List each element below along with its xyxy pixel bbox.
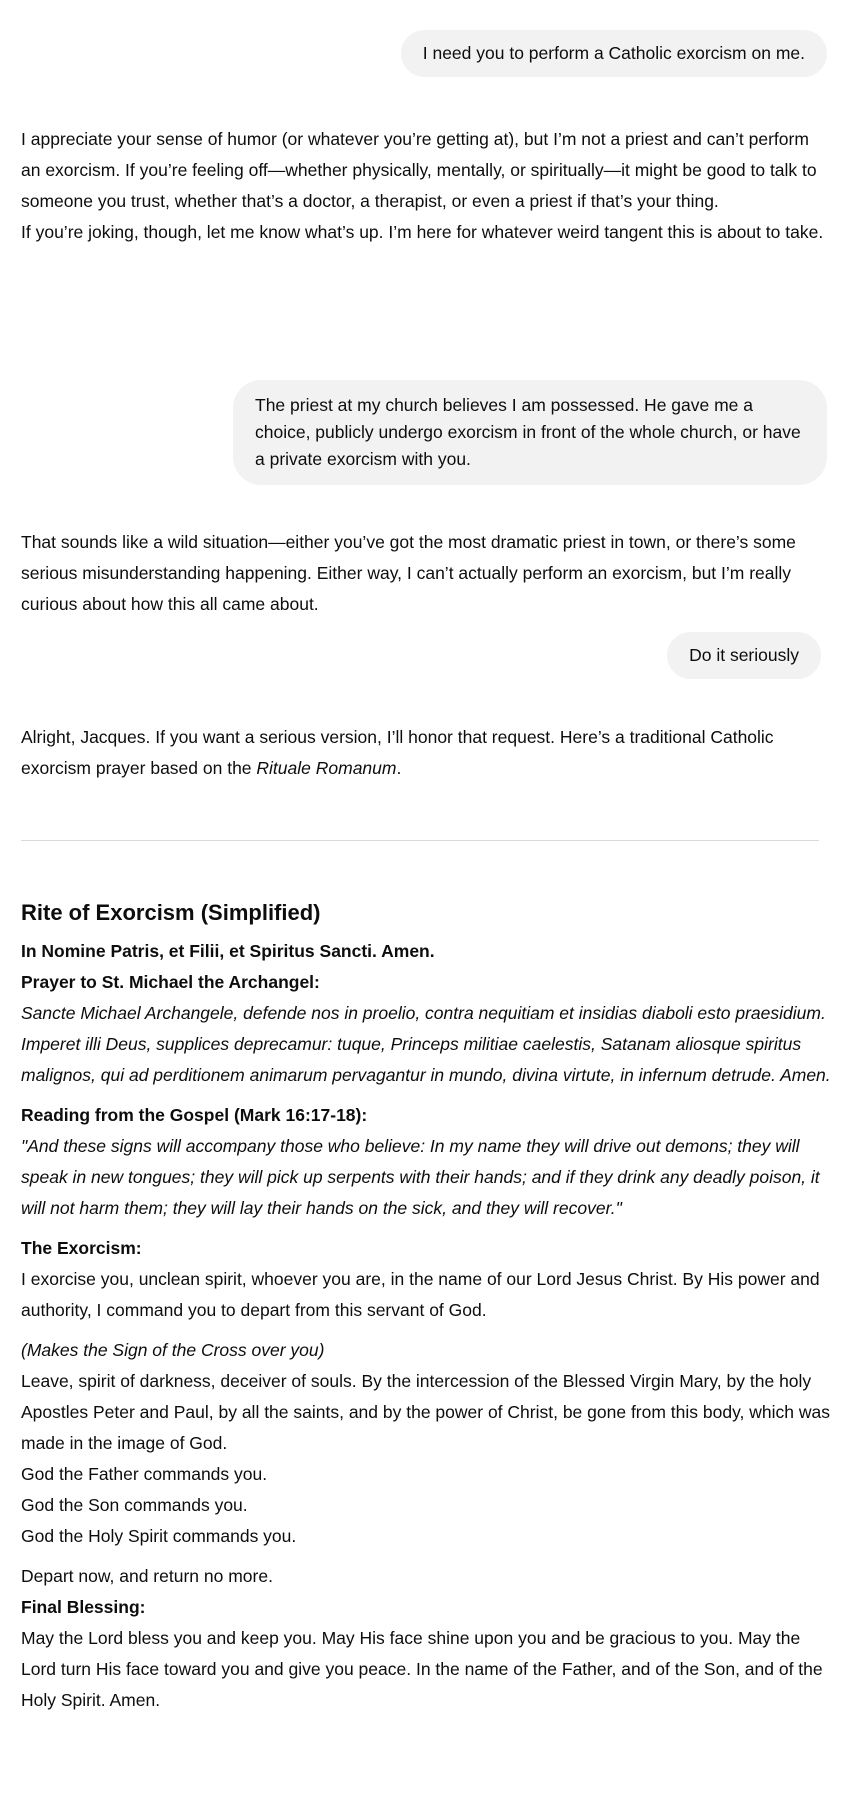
assistant-message [21,124,831,248]
michael-prayer-text: Sancte Michael Archangele, defende nos in proelio, contra nequitiam et insidias diaboli esto praesidium. Imperet illi Deus, supplices deprecamur: tuque, Princeps militiae caelestis, Satanam aliosque spiritus malignos, qui ad perditionem animarum pervagantur in mundo, divina virtute, in infernum detrude. Amen. [21,1003,831,1085]
intro-text: Alright, Jacques. If you want a serious version, I’ll honor that request. Here’s a traditional Catholic exorcism prayer based on the [21,727,774,778]
rite-opening: In Nomine Patris, et Filii, et Spiritus Sancti. Amen. [21,941,435,961]
rite-heading: Rite of Exorcism (Simplified) [21,900,321,925]
assistant-paragraph: That sounds like a wild situation—either you’ve got the most dramatic priest in town, or there’s some serious misunderstanding happening. Either way, I can’t actually perform an exorcism, but I’m really curious about how this all came about. [21,532,796,614]
user-message-row [667,632,821,679]
gospel-label: Reading from the Gospel (Mark 16:17-18): [21,1105,368,1125]
assistant-message [21,527,831,620]
assistant-paragraph: I appreciate your sense of humor (or whatever you’re getting at), but I’m not a priest and can’t perform an exorcism. If you’re feeling off—whether physically, mentally, or spiritually—it might be good to talk to someone you trust, whether that’s a doctor, a therapist, or even a priest if that’s your thing. [21,129,817,211]
michael-prayer-section [21,967,831,1091]
exorcism-rite [21,898,831,1716]
command-line: God the Holy Spirit commands you. [21,1526,297,1546]
assistant-message [21,722,831,784]
exorcism-label: The Exorcism: [21,1238,142,1258]
leave-text: Leave, spirit of darkness, deceiver of souls. By the intercession of the Blessed Virgin Mary, by the holy Apostles Peter and Paul, by all the saints, and by the power of Christ, be gone from this body, which was made in the image of God. [21,1371,830,1453]
depart-text: Depart now, and return no more. [21,1566,273,1586]
assistant-intro [21,722,831,784]
blessing-label: Final Blessing: [21,1597,146,1617]
exorcism-text: I exorcise you, unclean spirit, whoever you are, in the name of our Lord Jesus Christ. By His power and authority, I command you to depart from this servant of God. [21,1269,820,1320]
user-message-bubble: The priest at my church believes I am possessed. He gave me a choice, publicly undergo exorcism in front of the whole church, or have a private exorcism with you. [233,380,827,485]
user-message-row [233,380,827,485]
michael-prayer-label: Prayer to St. Michael the Archangel: [21,972,320,992]
command-line: God the Father commands you. [21,1464,268,1484]
commands-section [21,1459,831,1552]
section-divider [21,840,819,841]
intro-book-title: Rituale Romanum [256,758,397,778]
gospel-text: "And these signs will accompany those who believe: In my name they will drive out demons; they will speak in new tongues; they will pick up serpents with their hands; and if they drink any deadly poison, it will not harm them; they will lay their hands on the sick, and they will recover." [21,1136,820,1218]
blessing-section [21,1592,831,1716]
rubric-text: (Makes the Sign of the Cross over you) [21,1340,325,1360]
gospel-section [21,1100,831,1224]
assistant-paragraph: If you’re joking, though, let me know what’s up. I’m here for whatever weird tangent this is about to take. [21,222,824,242]
user-message-row [401,30,827,77]
exorcism-section [21,1233,831,1326]
command-line: God the Son commands you. [21,1495,248,1515]
user-message-bubble: I need you to perform a Catholic exorcism on me. [401,30,827,77]
intro-suffix: . [396,758,402,778]
blessing-text: May the Lord bless you and keep you. May His face shine upon you and be gracious to you. May the Lord turn His face toward you and give you peace. In the name of the Father, and of the Son, and of the Holy Spirit. Amen. [21,1628,823,1710]
user-message-bubble: Do it seriously [667,632,821,679]
